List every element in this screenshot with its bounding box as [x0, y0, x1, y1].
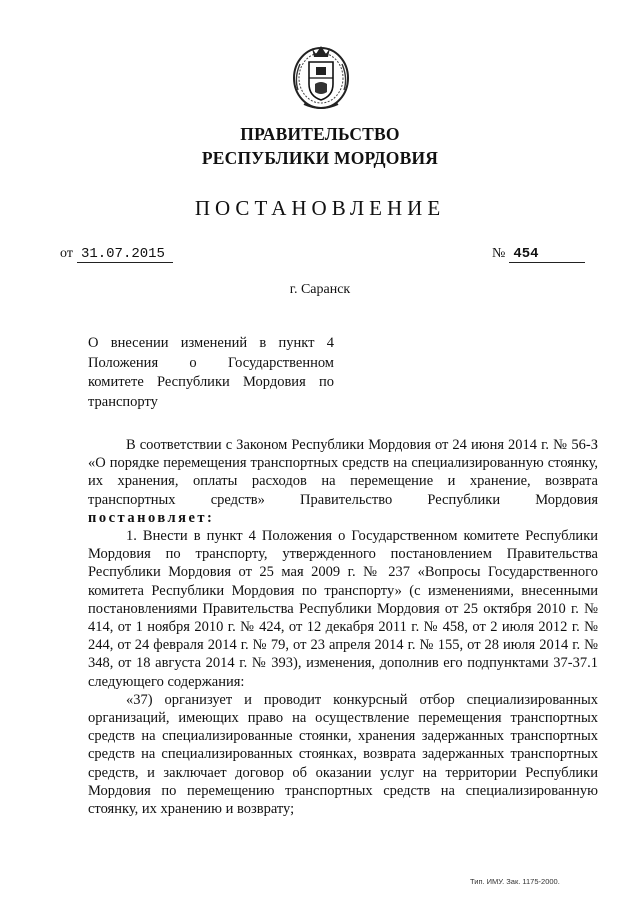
city-name: г. Саранск — [289, 282, 351, 297]
document-type: ПОСТАНОВЛЕНИЕ — [194, 196, 446, 220]
item-37-paragraph: «37) организует и проводит конкурсный отбор специализированных организаций, имеющих право на осуществление перемещения транспортных средств на специализированные стоянки, хранения задержанных транспортных средств на специализированных стоянках, возврата задержанных транспортных средств, и заключает договор об оказании услуг на территории Республики Мордовия по перемещению транспортных средств на специализированную стоянку, их хранению и возврату; — [88, 691, 598, 818]
document-body — [88, 436, 598, 818]
number-value: 454 — [509, 246, 585, 263]
item-1-paragraph: 1. Внести в пункт 4 Положения о Государственном комитете Республики Мордовия по транспорту, утвержденного постановлением Правительства Республики Мордовия от 25 мая 2009 г. № 237 «Вопросы Государственного комитета Республики Мордовия по транспорту» (с изменениями, внесенными постановлениями Правительства Республики Мордовия от 25 октября 2010 г. № 414, от 1 ноября 2010 г. № 424, от 12 декабря 2011 г. № 458, от 2 июля 2012 г. № 244, от 24 февраля 2014 г. № 79, от 23 апреля 2014 г. № 155, от 28 июля 2014 г. № 348, от 18 августа 2014 г. № 393), изменения, дополнив его подпунктами 37-37.1 следующего содержания: — [88, 528, 598, 690]
print-footer: Тип. ИМУ. Зак. 1175-2000. — [470, 877, 560, 886]
intro-text: В соответствии с Законом Республики Мордовия от 24 июня 2014 г. № 56-З «О порядке перемещения транспортных средств на специализированную стоянку, их хранения, оплаты расходов на перемещение и хранение, возврата транспортных средств» Правительство Республики Мордовия — [88, 437, 598, 508]
number-label: № — [492, 246, 506, 261]
document-date — [60, 246, 173, 263]
intro-paragraph — [88, 436, 598, 527]
government-title-line2: РЕСПУБЛИКИ МОРДОВИЯ — [201, 148, 439, 168]
document-subject: О внесении изменений в пункт 4 Положения о Государственном комитете Республики Мордовия по транспорту — [88, 335, 334, 410]
date-label: от — [60, 246, 73, 261]
date-value: 31.07.2015 — [77, 246, 173, 263]
government-title-line1: ПРАВИТЕЛЬСТВО — [240, 124, 400, 144]
coat-of-arms-emblem — [290, 40, 352, 112]
intro-keyword: постановляет: — [88, 509, 215, 526]
document-number — [492, 246, 585, 263]
